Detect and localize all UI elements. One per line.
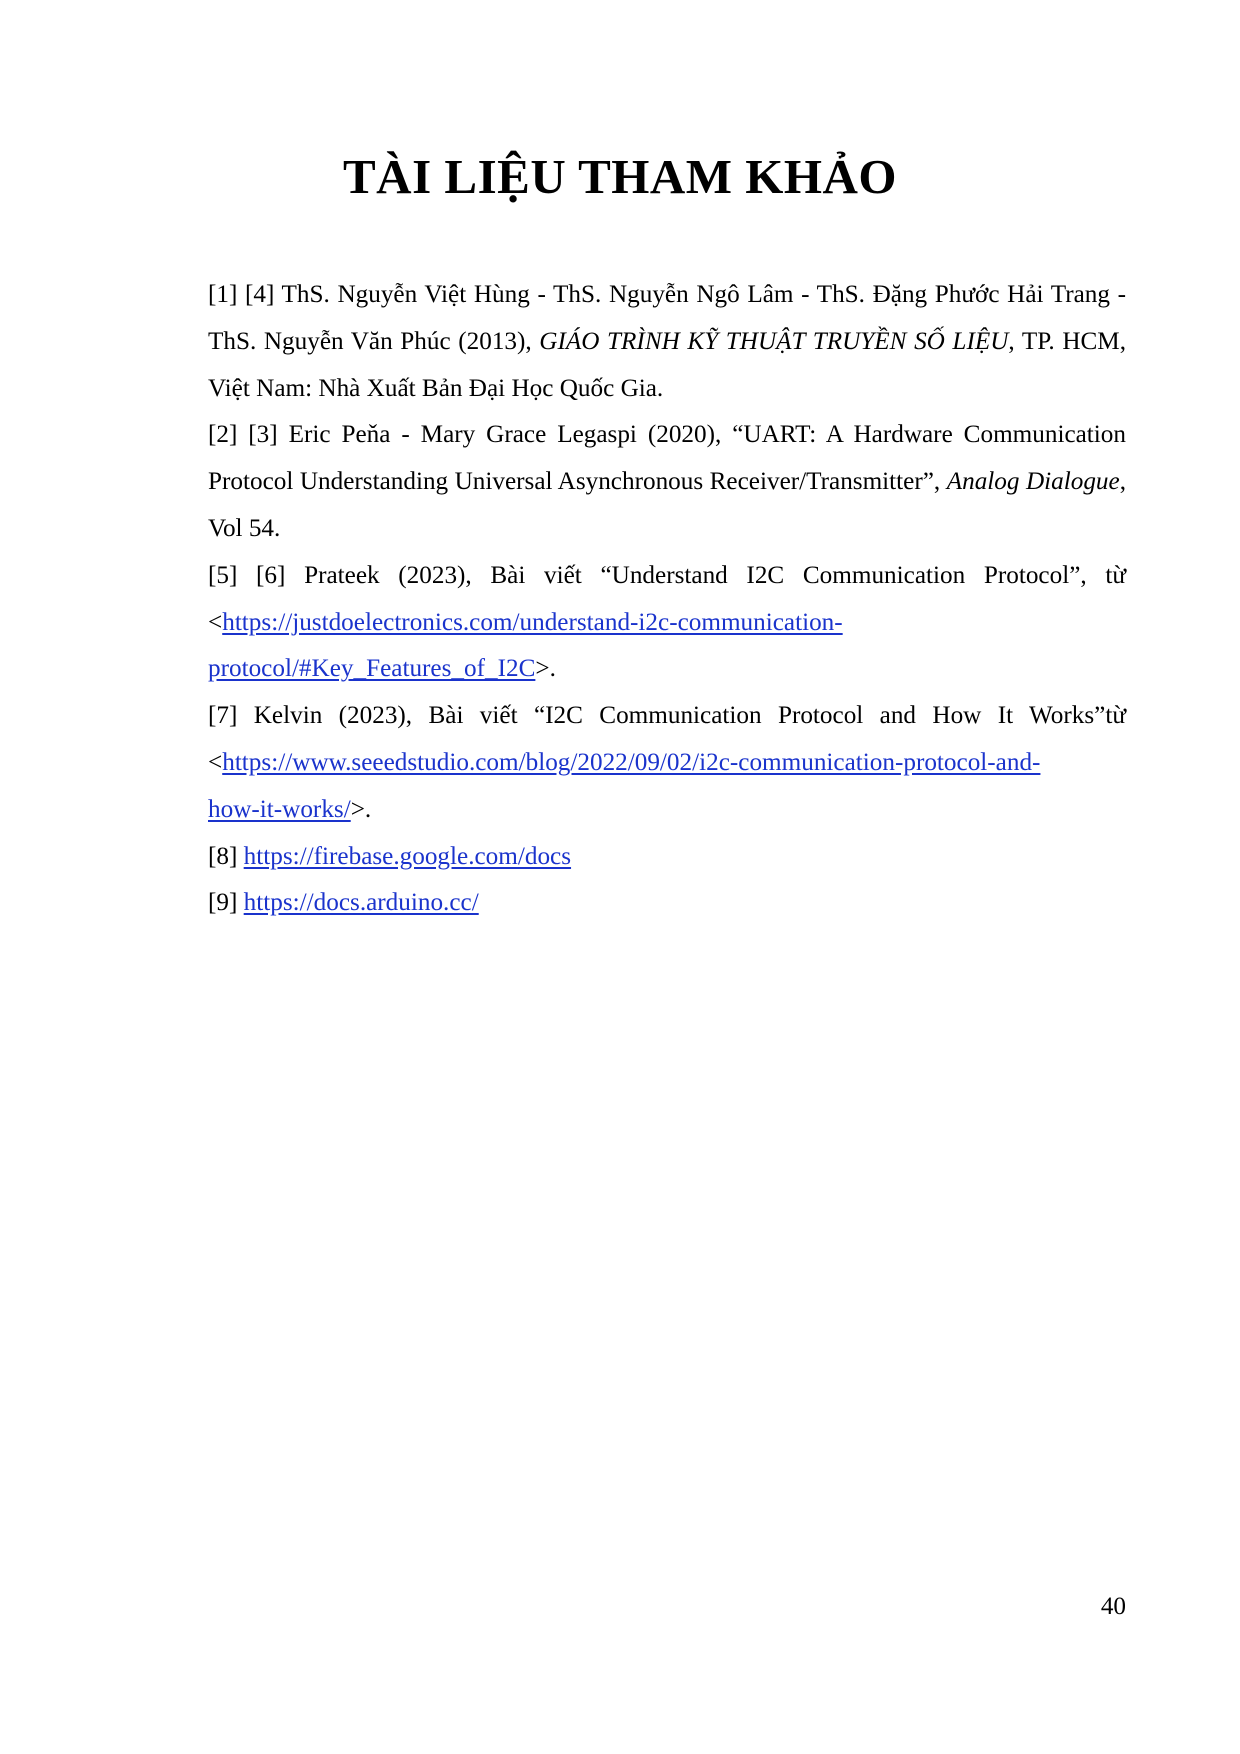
reference-journal-title: Analog Dialogue: [946, 468, 1120, 496]
page-number: 40: [1100, 1593, 1126, 1620]
page-title: TÀI LIỆU THAM KHẢO: [343, 149, 897, 204]
reference-link-seeedstudio[interactable]: [208, 749, 1040, 823]
link-text-part-1: https://www.seeedstudio.com/blog/2022/09/02/i2c-communication-protocol-and-: [222, 748, 1041, 776]
reference-book-title: GIÁO TRÌNH KỸ THUẬT TRUYỀN SỐ LIỆU: [539, 327, 1009, 355]
reference-text: [8]: [208, 842, 244, 870]
link-text-part-1: https://justdoelectronics.com/understand-i2c-communication-: [222, 608, 843, 636]
reference-text: , TP. HCM, Việt Nam: Nhà Xuất Bản Đại Học Quốc Gia.: [208, 327, 1127, 402]
reference-text: , Vol 54.: [208, 468, 1126, 542]
reference-text: >.: [535, 655, 556, 683]
reference-text: >.: [350, 795, 372, 823]
reference-text: [5] [6] Prateek (2023), Bài viết “Understand I2C Communication Protocol”, từ <: [208, 561, 1126, 636]
reference-item-3: [208, 553, 1126, 693]
reference-link-justdoelectronics[interactable]: [208, 609, 843, 683]
reference-link-firebase[interactable]: https://firebase.google.com/docs: [243, 842, 572, 870]
reference-item-4: [208, 693, 1126, 833]
reference-list: [208, 272, 1126, 927]
reference-text: [7] Kelvin (2023), Bài viết “I2C Communication Protocol and How It Works”từ <: [208, 702, 1126, 776]
link-text-part-2: protocol/#Key_Features_of_I2C: [208, 655, 536, 683]
reference-item-5: [208, 834, 1126, 881]
reference-link-arduino[interactable]: https://docs.arduino.cc/: [243, 889, 479, 917]
reference-text: [9]: [208, 889, 244, 917]
reference-text: [1] [4] ThS. Nguyễn Việt Hùng - ThS. Nguyễn Ngô Lâm - ThS. Đặng Phước Hải Trang - ThS. Nguyễn Văn Phúc (2013),: [208, 281, 1126, 355]
reference-item-1: [208, 272, 1126, 412]
reference-item-2: [208, 412, 1126, 552]
link-text-part-2: how-it-works/: [208, 795, 351, 823]
reference-item-6: [208, 880, 1126, 927]
reference-text: [2] [3] Eric Peňa - Mary Grace Legaspi (2020), “UART: A Hardware Communication Protocol Understanding Universal Asynchronous Receiver/Transmitter”,: [208, 421, 1126, 496]
